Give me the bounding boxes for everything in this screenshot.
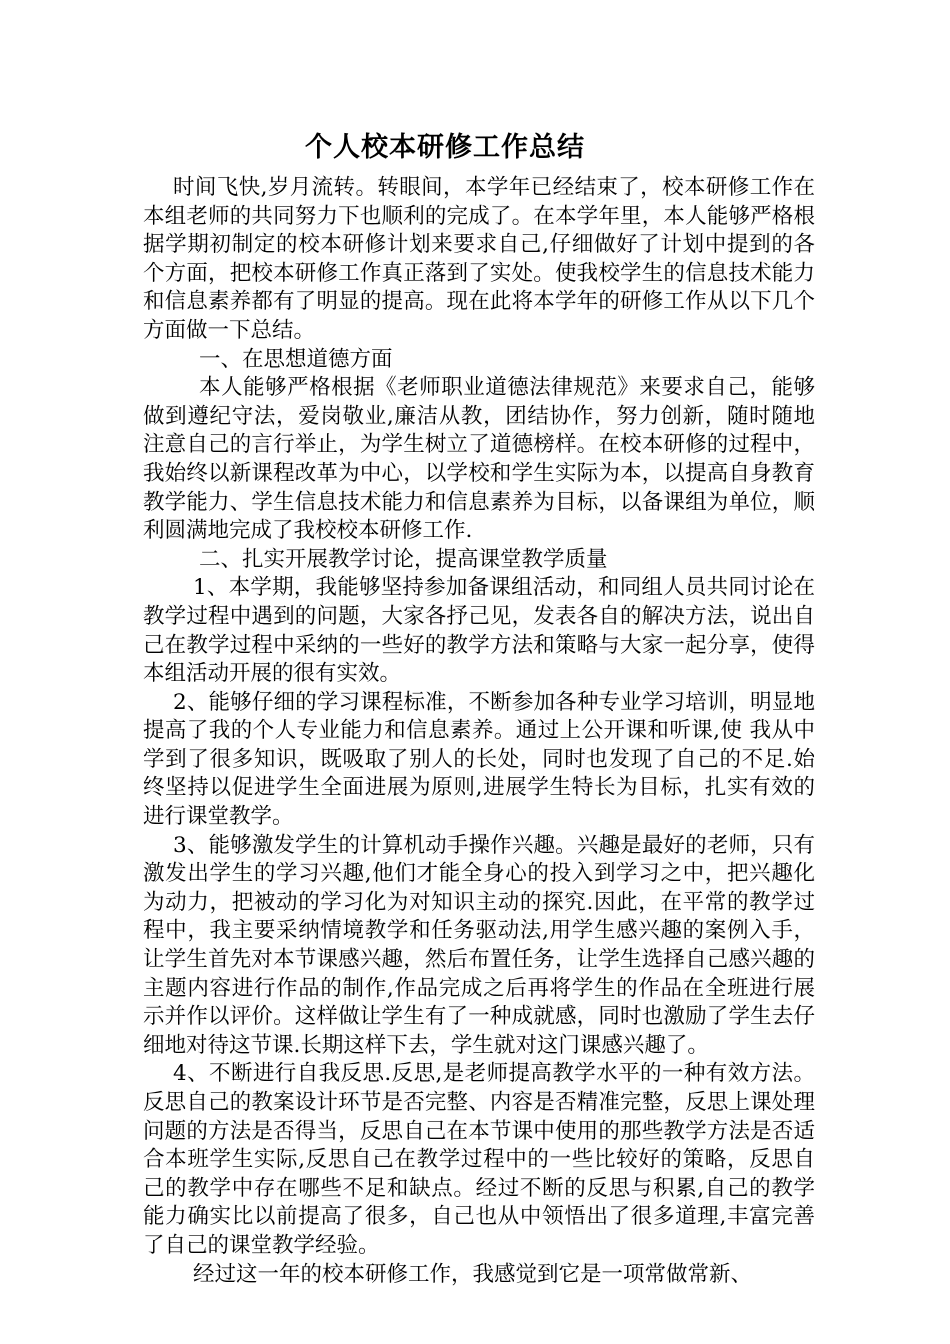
document-title: 个人校本研修工作总结 (305, 132, 585, 163)
paragraph-item-4: 4、不断进行自我反思.反思,是老师提高教学水平的一种有效方法。反思自己的教案设计环节是否完整、内容是否精准完整，反思上课处理问题的方法是否得当，反思自己在本节课中使用的那些教学方法是否适合本班学生实际,反思自己在教学过程中的一些比较好的策略，反思自己的教学中存在哪些不足和缺点。经过不断的反思与积累,自己的教学能力确实比以前提高了很多，自己也从中领悟出了很多道理,丰富完善了自己的课堂教学经验。 (143, 1061, 815, 1258)
paragraph-item-2: 2、能够仔细的学习课程标准，不断参加各种专业学习培训，明显地提高了我的个人专业能力和信息素养。通过上公开课和听课,使 我从中学到了很多知识，既吸取了别人的长处，同时也发现了自己的不足.始终坚持以促进学生全面进展为原则,进展学生特长为目标，扎实有效的进行课堂教学。 (143, 689, 815, 830)
paragraph-ethics: 本人能够严格根据《老师职业道德法律规范》来要求自己，能够做到遵纪守法，爱岗敬业,廉洁从教，团结协作，努力创新，随时随地注意自己的言行举止，为学生树立了道德榜样。在校本研修的过程中，我始终以新课程改革为中心，以学校和学生实际为本，以提高自身教育教学能力、学生信息技术能力和信息素养为目标，以备课组为单位，顺利圆满地完成了我校校本研修工作. (143, 375, 815, 544)
section-heading-1: 一、在思想道德方面 (199, 346, 393, 372)
paragraph-item-1: 1、本学期，我能够坚持参加备课组活动，和同组人员共同讨论在教学过程中遇到的问题，大家各抒己见，发表各自的解决方法，说出自己在教学过程中采纳的一些好的教学方法和策略与大家一起分享，使得本组活动开展的很有实效。 (143, 575, 815, 687)
paragraph-item-3: 3、能够激发学生的计算机动手操作兴趣。兴趣是最好的老师，只有激发出学生的学习兴趣,他们才能全身心的投入到学习之中，把兴趣化为动力，把被动的学习化为对知识主动的探究.因此，在平常的教学过程中，我主要采纳情境教学和任务驱动法,用学生感兴趣的案例入手，让学生首先对本节课感兴趣，然后布置任务，让学生选择自己感兴趣的主题内容进行作品的制作,作品完成之后再将学生的作品在全班进行展示并作以评价。这样做让学生有了一种成就感，同时也激励了学生去仔细地对待这节课.长期这样下去，学生就对这门课感兴趣了。 (143, 832, 815, 1058)
paragraph-conclusion: 经过这一年的校本研修工作，我感觉到它是一项常做常新、 (193, 1261, 753, 1287)
document-body (143, 174, 815, 1289)
paragraph-intro: 时间飞快,岁月流转。转眼间，本学年已经结束了，校本研修工作在本组老师的共同努力下也顺利的完成了。在本学年里，本人能够严格根据学期初制定的校本研修计划来要求自己,仔细做好了计划中提到的各个方面，把校本研修工作真正落到了实处。使我校学生的信息技术能力和信息素养都有了明显的提高。现在此将本学年的研修工作从以下几个方面做一下总结。 (143, 175, 815, 343)
section-heading-2: 二、扎实开展教学讨论，提高课堂教学质量 (199, 546, 608, 572)
